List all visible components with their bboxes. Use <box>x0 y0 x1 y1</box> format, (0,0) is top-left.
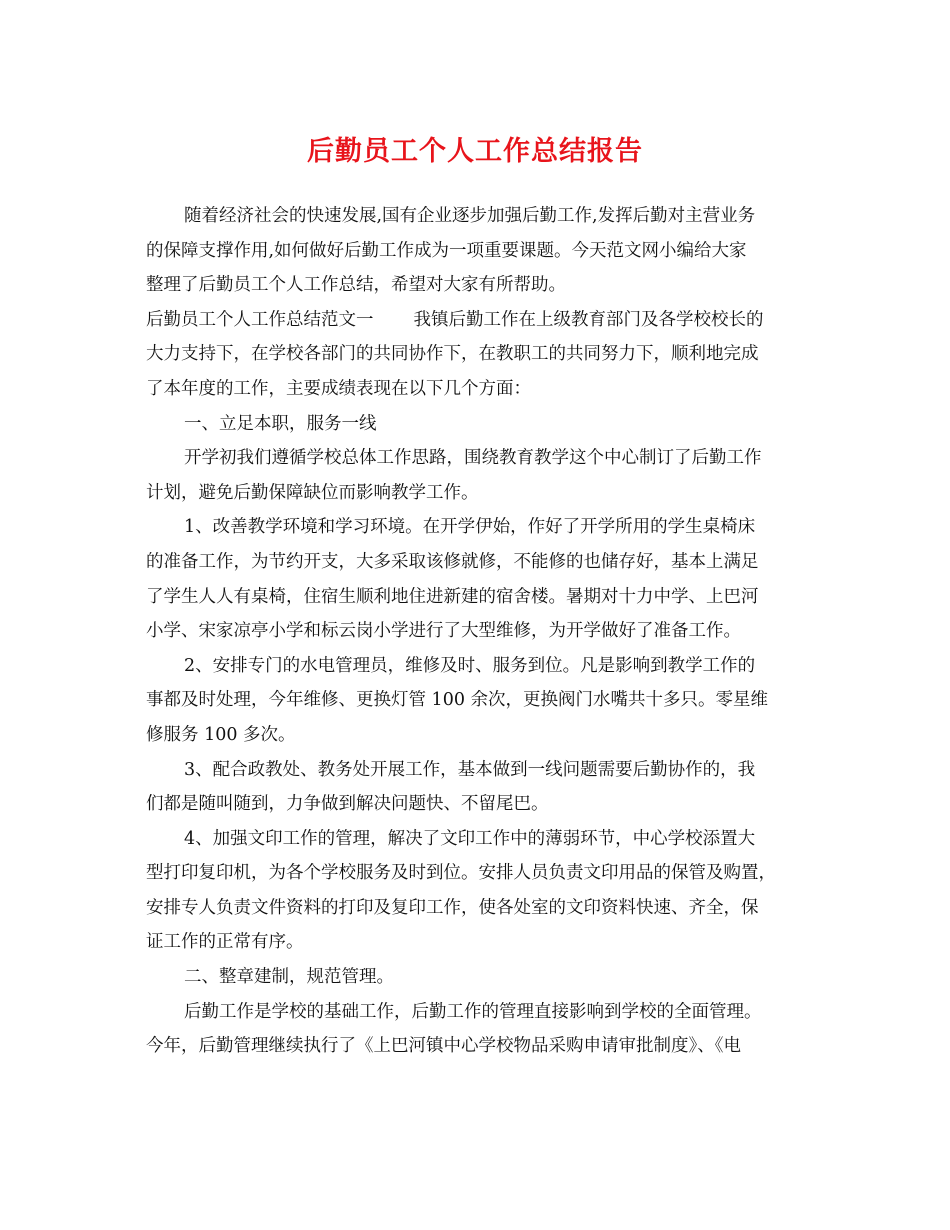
section-heading: 后勤员工个人工作总结范文一 <box>146 309 374 330</box>
text-line: 开学初我们遵循学校总体工作思路，围绕教育教学这个中心制订了后勤工作 <box>184 448 762 469</box>
document-title: 后勤员工个人工作总结报告 <box>307 136 643 167</box>
text-line: 大力支持下，在学校各部门的共同协作下，在教职工的共同努力下，顺利地完成 <box>146 344 759 365</box>
text-line: 安排专人负责文件资料的打印及复印工作，使各处室的文印资料快速、齐全，保 <box>146 897 759 918</box>
text-line: 整理了后勤员工个人工作总结，希望对大家有所帮助。 <box>146 275 566 296</box>
text-line: 1、改善教学环境和学习环境。在开学伊始，作好了开学所用的学生桌椅床 <box>184 517 756 538</box>
text-line: 小学、宋家凉亭小学和标云岗小学进行了大型维修，为开学做好了准备工作。 <box>146 621 741 642</box>
text-line: 的保障支撑作用,如何做好后勤工作成为一项重要课题。今天范文网小编给大家 <box>146 240 747 261</box>
text-line-section-heading <box>146 303 808 338</box>
text-line: 一、立足本职，服务一线 <box>184 413 377 434</box>
text-line: 2、安排专门的水电管理员，维修及时、服务到位。凡是影响到教学工作的 <box>184 655 756 676</box>
text-line: 后勤工作是学校的基础工作，后勤工作的管理直接影响到学校的全面管理。 <box>184 1001 762 1022</box>
text-line: 了学生人人有桌椅，住宿生顺利地住进新建的宿舍楼。暑期对十力中学、上巴河 <box>146 586 759 607</box>
text-fragment: 我镇后勤工作在上级教育部门及各学校校长的 <box>413 309 764 330</box>
text-line: 今年，后勤管理继续执行了《上巴河镇中心学校物品采购申请审批制度》、《电 <box>146 1036 741 1057</box>
text-line: 证工作的正常有序。 <box>146 932 304 953</box>
text-line: 4、加强文印工作的管理，解决了文印工作中的薄弱环节，中心学校添置大 <box>184 828 756 849</box>
text-line: 了本年度的工作，主要成绩表现在以下几个方面： <box>146 378 531 399</box>
text-line: 二、整章建制，规范管理。 <box>184 967 394 988</box>
text-line: 修服务 100 多次。 <box>146 724 296 745</box>
text-line: 随着经济社会的快速发展,国有企业逐步加强后勤工作,发挥后勤对主营业务 <box>184 206 756 226</box>
text-line: 们都是随叫随到，力争做到解决问题快、不留尾巴。 <box>146 794 549 815</box>
text-line: 的准备工作，为节约开支，大多采取该修就修，不能修的也储存好，基本上满足 <box>146 551 759 572</box>
text-line: 计划，避免后勤保障缺位而影响教学工作。 <box>146 482 479 503</box>
text-line: 3、配合政教处、教务处开展工作，基本做到一线问题需要后勤协作的，我 <box>184 759 756 780</box>
document-body <box>146 199 808 1064</box>
text-line: 事都及时处理，今年维修、更换灯管 100 余次，更换阀门水嘴共十多只。零星维 <box>146 690 769 711</box>
text-line: 型打印复印机，为各个学校服务及时到位。安排人员负责文印用品的保管及购置， <box>146 863 776 884</box>
